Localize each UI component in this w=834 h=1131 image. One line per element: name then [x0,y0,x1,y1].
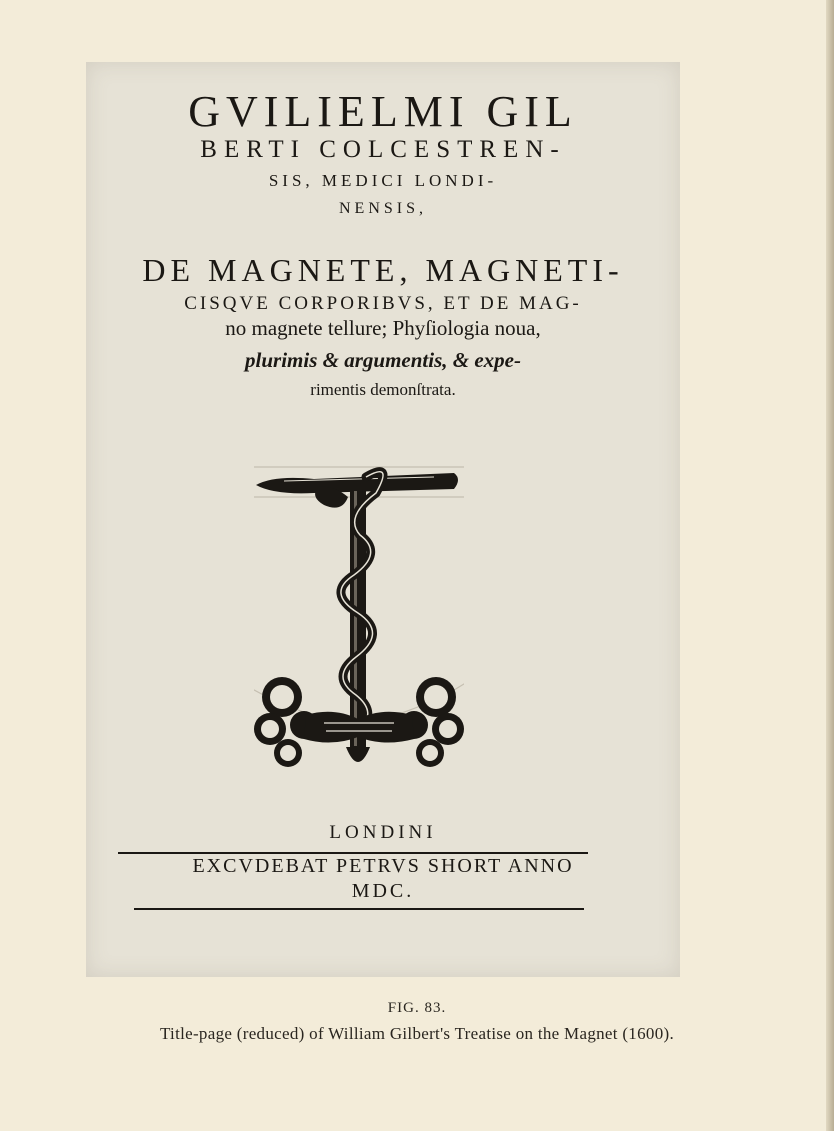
title-page-plate [86,62,680,977]
imprint-place: LONDINI [329,822,437,843]
title-line-subtitle-italic: plurimis & argumentis, & expe- [245,348,521,372]
page-edge [826,0,834,1131]
title-line-origin: SIS, MEDICI LONDI- [268,171,498,190]
title-line-origin-cont: NENSIS, [338,200,427,217]
figure-caption: Title-page (reduced) of William Gilbert's Treatise on the Magnet (1600). [159,1024,675,1043]
imprint-printer: EXCVDEBAT PETRVS SHORT ANNO [192,855,574,877]
imprint-year: MDC. [351,880,415,902]
title-line-author: GVILIELMI GIL [188,87,578,136]
title-line-work: DE MAGNETE, MAGNETI- [142,252,624,288]
title-line-author-cont: BERTI COLCESTREN- [200,136,566,163]
title-line-subtitle-end: rimentis demonſtrata. [310,380,456,399]
printers-device-illustration [254,457,464,792]
imprint-rule-top [118,852,588,854]
figure-number: FIG. 83. [387,1000,447,1016]
imprint-rule-bottom [134,908,584,910]
title-line-work-cont: CISQVE CORPORIBVS, ET DE MAG- [184,293,582,314]
title-line-subtitle: no magnete tellure; Phyſiologia noua, [225,316,541,340]
